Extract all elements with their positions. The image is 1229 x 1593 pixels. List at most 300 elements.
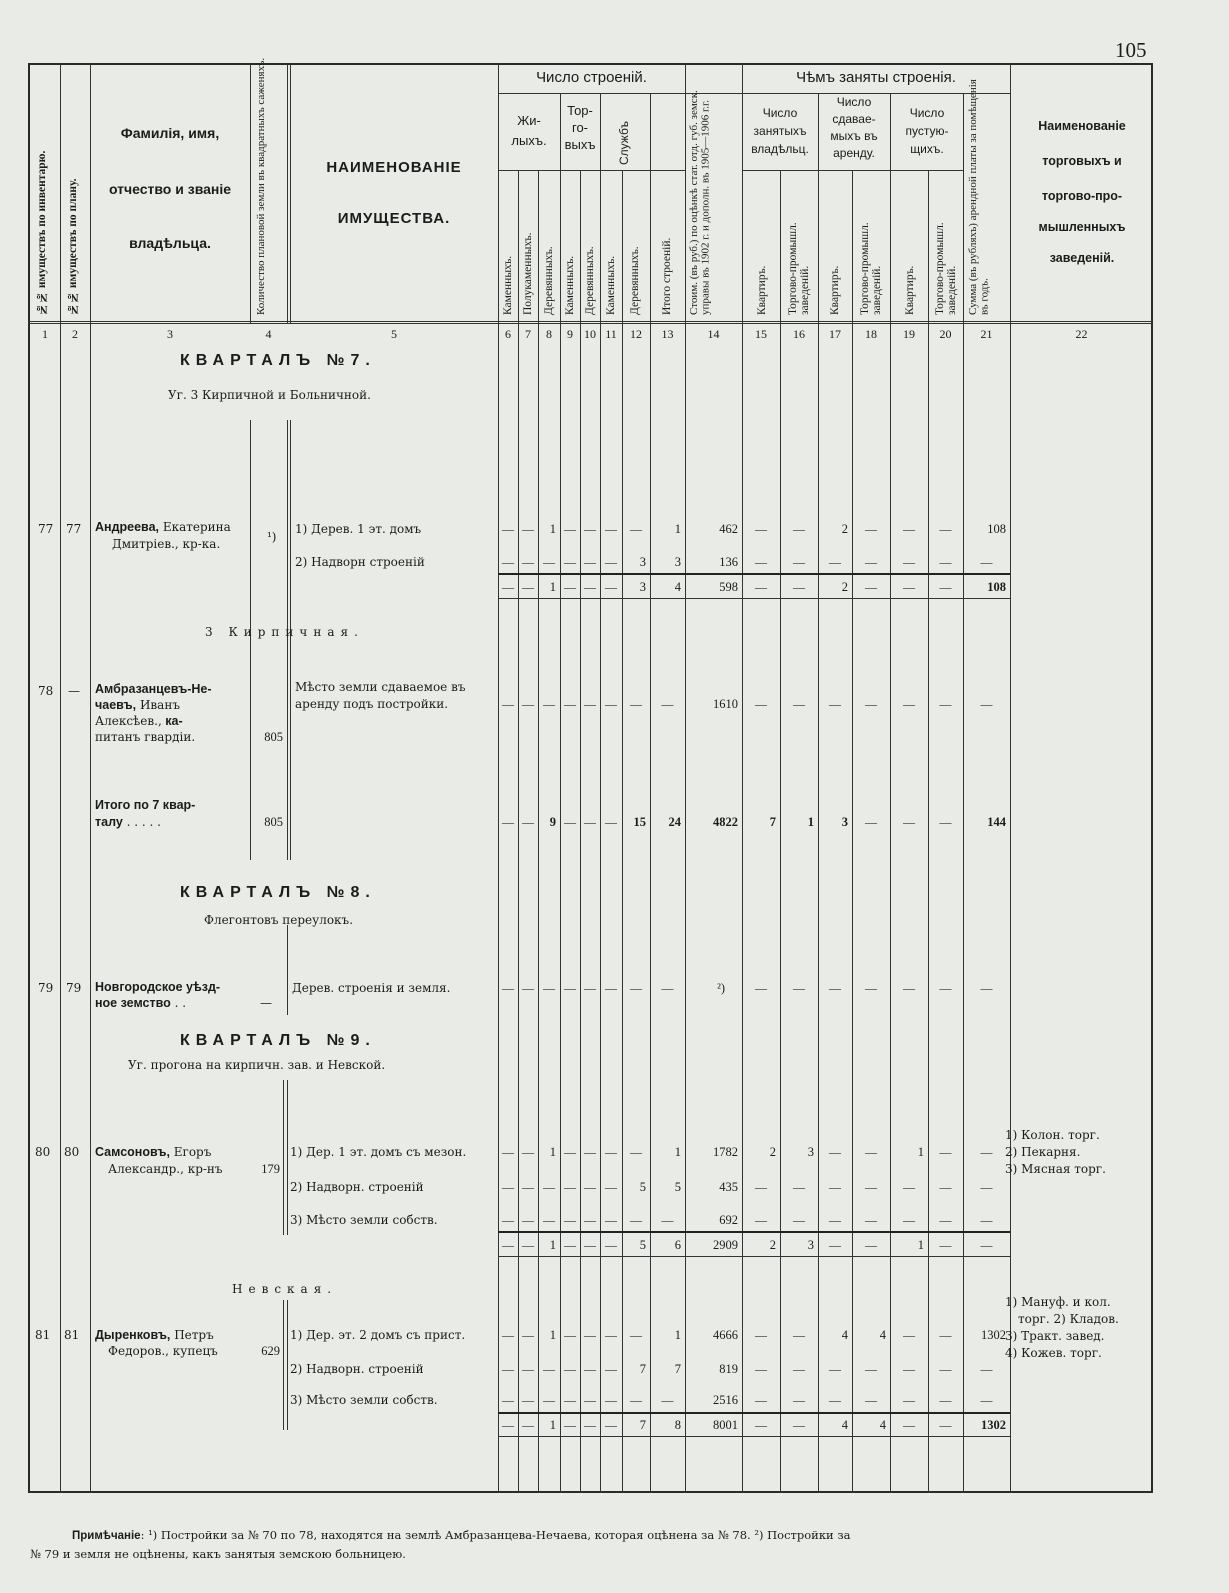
col-number: 20 [939,327,952,341]
inventory-no: 81 [35,1328,51,1342]
col-number: 13 [661,327,674,341]
owner-name: Дыренковъ, Петръ [95,1328,214,1342]
empty-cell-dash: — [502,1362,514,1376]
empty-cell-dash: — [584,1393,596,1407]
header-plan-no: №№ имуществъ по плану. [67,178,79,315]
col-number: 19 [903,327,915,341]
empty-cell-dash: — [605,1362,617,1376]
empty-cell-dash: — [564,981,576,995]
empty-cell-dash: — [605,981,617,995]
empty-cell-dash: — [793,1328,805,1342]
header-trade-3: выхъ [564,137,596,152]
empty-cell-dash: — [522,1145,534,1159]
empty-cell-dash: — [502,981,514,995]
header-c12: Деревянныхъ. [629,246,641,315]
empty-cell-dash: — [605,815,617,829]
empty-cell-dash: — [584,1213,596,1227]
area: 629 [261,1344,280,1358]
empty-cell-dash: — [502,580,514,594]
grid-line [28,323,1153,324]
empty-cell-dash: — [939,1238,952,1252]
empty-cell-dash: — [522,815,534,829]
empty-cell-dash: — [755,1362,767,1376]
grid-line [742,63,743,1493]
col-number: 22 [1075,327,1088,341]
header-c17: Квартиръ. [829,265,841,315]
c13: 8 [674,1418,681,1432]
empty-cell-dash: — [865,1238,877,1252]
c12: 7 [639,1418,646,1432]
footnote-line-2: № 79 и земля не оцѣнены, какъ занятыя земскою больницею. [30,1547,406,1561]
grid-line [60,63,61,1493]
col-number: 11 [605,327,617,341]
empty-cell-dash: — [502,1238,514,1252]
empty-cell-dash: — [584,1328,596,1342]
header-residential-2: лыхъ. [511,133,547,148]
empty-cell-dash: — [661,981,674,995]
header-c8: Деревянныхъ. [543,246,555,315]
owner-name-cont: Александр., кр-нъ [108,1162,223,1176]
grid-line [287,1300,288,1430]
empty-cell-dash: — [939,555,952,569]
empty-cell-dash: — [755,981,767,995]
empty-cell-dash: — [755,522,767,536]
empty-cell-dash: — [584,1238,596,1252]
c12: 3 [639,555,646,569]
header-trade-names-1: Наименованіе [1038,119,1126,133]
plan-no: — [68,684,80,698]
street-heading: 3 Кирпичная. [205,625,364,639]
street-heading: Уг. 3 Кирпичной и Больничной. [168,388,371,402]
c8: 1 [549,1418,556,1432]
owner-name: Самсоновъ, Егоръ [95,1145,212,1159]
empty-cell-dash: — [605,1180,617,1194]
grid-line [580,170,581,1493]
empty-cell-dash: — [903,1180,915,1194]
c14: 462 [719,522,738,536]
empty-cell-dash: — [630,1213,642,1227]
grid-line [780,170,781,1493]
empty-cell-dash: — [605,1213,617,1227]
empty-cell-dash: — [980,981,993,995]
c8: 9 [549,815,556,829]
empty-cell-dash: — [755,580,767,594]
grid-line [287,420,288,860]
owner-name: Амбразанцевъ-Не- [95,682,212,696]
empty-cell-dash: — [793,981,805,995]
c16: 3 [807,1145,814,1159]
area: 805 [264,815,283,829]
c13: 1 [674,1328,681,1342]
empty-cell-dash: — [903,1393,915,1407]
empty-cell-dash: — [980,1362,993,1376]
c14: 136 [719,555,738,569]
empty-cell-dash: — [522,981,534,995]
col-number: 17 [829,327,841,341]
grid-line [518,170,519,1493]
property-item: 2) Надворн строеній [295,555,425,569]
subtotal-rule [498,1231,1010,1233]
empty-cell-dash: — [903,1328,915,1342]
c8: 1 [549,1328,556,1342]
empty-cell-dash: — [584,697,596,711]
empty-cell-dash: — [502,1418,514,1432]
col-number: 16 [793,327,805,341]
empty-cell-dash: — [564,1328,576,1342]
subtotal-rule [498,573,1010,575]
empty-cell-dash: — [630,1393,642,1407]
empty-cell-dash: — [522,580,534,594]
property-item: 2) Надворн. строеній [290,1180,424,1194]
empty-cell-dash: — [755,1418,767,1432]
c12: 5 [639,1180,646,1194]
header-c21: Сумма (въ рубляхъ) арендной платы за помѣщенія въ годъ. [967,79,991,315]
empty-cell-dash: — [502,1145,514,1159]
c14: 2516 [713,1393,738,1407]
empty-cell-dash: — [564,555,576,569]
empty-cell-dash: — [605,697,617,711]
empty-cell-dash: — [829,1145,841,1159]
c14: 8001 [713,1418,738,1432]
empty-cell-dash: — [939,1328,952,1342]
empty-cell-dash: — [903,580,915,594]
owner-name-cont: ное земство . . [95,996,187,1010]
empty-cell-dash: — [543,697,555,711]
grid-line [1010,63,1011,1493]
c14: ²) [717,981,725,995]
grid-line [498,63,499,1493]
trade-name: 4) Кожев. торг. [1005,1346,1102,1360]
empty-cell-dash: — [865,815,877,829]
c13: 24 [668,815,681,829]
page-number: 105 [1115,38,1147,62]
empty-cell-dash: — [502,522,514,536]
header-c10: Деревянныхъ. [584,246,596,315]
col-number: 6 [505,327,511,341]
header-owner-1: Фамилія, имя, [120,125,220,141]
c15: 2 [769,1238,776,1252]
empty-cell-dash: — [543,981,555,995]
grid-line [287,63,288,323]
col-number: 10 [584,327,596,341]
c12: 5 [639,1238,646,1252]
grid-line [498,598,1010,599]
empty-cell-dash: — [564,815,576,829]
c16: 1 [807,815,814,829]
c17: 3 [841,815,848,829]
empty-cell-dash: — [865,522,877,536]
grid-line [622,170,623,1493]
empty-cell-dash: — [502,1213,514,1227]
empty-cell-dash: — [605,1238,617,1252]
c13: 3 [674,555,681,569]
empty-cell-dash: — [793,555,805,569]
header-inventory-no: №№ имуществъ по инвентарю. [36,150,48,315]
header-trade-names-3: торгово-про- [1041,189,1123,203]
grid-line [287,925,288,1015]
header-owner-2: отчество и званіе [108,181,232,197]
grid-line [90,63,91,1493]
empty-cell-dash: — [939,697,952,711]
empty-cell-dash: — [865,1362,877,1376]
c8: 1 [549,522,556,536]
empty-cell-dash: — [939,1393,952,1407]
empty-cell-dash: — [502,697,514,711]
empty-cell-dash: — [564,522,576,536]
area: 805 [264,730,283,744]
total-label-cont: талу . . . . . [95,815,161,829]
empty-cell-dash: — [793,580,805,594]
empty-cell-dash: — [793,1362,805,1376]
empty-cell-dash: — [755,1213,767,1227]
col-number: 1 [42,327,48,341]
c14: 819 [719,1362,738,1376]
trade-name: торг. 2) Кладов. [1018,1312,1119,1326]
owner-name-cont: чаевъ, Иванъ [95,698,180,712]
empty-cell-dash: — [564,1393,576,1407]
trade-name: 2) Пекарня. [1005,1145,1081,1159]
empty-cell-dash: — [865,1213,877,1227]
empty-cell-dash: — [584,522,596,536]
street-heading: Невская. [232,1282,338,1296]
owner-name-cont: Алексѣев., ка- [95,714,183,728]
owner-name-cont: Дмитріев., кр-ка. [112,537,221,551]
header-empty-1: Число [909,106,945,120]
c21: 108 [987,580,1006,594]
header-owner-occ-1: Число [762,106,798,120]
empty-cell-dash: — [865,697,877,711]
header-c7: Полукаменныхъ. [522,232,534,315]
inventory-no: 79 [38,981,54,995]
empty-cell-dash: — [980,1213,993,1227]
c17: 2 [841,522,848,536]
c8: 1 [549,580,556,594]
header-trade-1: Тор- [567,103,593,118]
empty-cell-dash: — [980,697,993,711]
grid-line [498,170,685,171]
empty-cell-dash: — [980,1238,993,1252]
empty-cell-dash: — [522,697,534,711]
empty-cell-dash: — [564,1180,576,1194]
empty-cell-dash: — [829,1393,841,1407]
header-c11: Каменныхъ. [605,255,617,315]
empty-cell-dash: — [630,522,642,536]
empty-cell-dash: — [829,1362,841,1376]
c21: 144 [987,815,1006,829]
header-c15: Квартиръ. [756,265,768,315]
plan-no: 80 [64,1145,80,1159]
grid-line [498,1436,1010,1437]
c14: 4822 [713,815,738,829]
empty-cell-dash: — [939,1362,952,1376]
empty-cell-dash: — [939,815,952,829]
empty-cell-dash: — [793,522,805,536]
property-item: Мѣсто земли сдаваемое въ [295,680,466,694]
c13: 6 [674,1238,681,1252]
plan-no: 81 [64,1328,80,1342]
empty-cell-dash: — [829,1213,841,1227]
empty-cell-dash: — [522,1328,534,1342]
header-trade-2: го- [571,120,588,135]
c12: 15 [633,815,646,829]
inventory-no: 77 [38,522,54,536]
grid-line [560,93,561,1493]
header-owner-occ-3: владѣльц. [751,142,809,156]
owner-name: Новгородское уѣзд- [95,980,221,994]
empty-cell-dash: — [605,1145,617,1159]
street-heading: Флегонтовъ переулокъ. [204,913,354,927]
empty-cell-dash: — [793,1213,805,1227]
grid-line [28,321,1153,322]
property-item: 3) Мѣсто земли собств. [290,1393,438,1407]
trade-name: 3) Тракт. завед. [1005,1329,1105,1343]
empty-cell-dash: — [543,555,555,569]
empty-cell-dash: — [980,1145,993,1159]
header-c16: Торгово-промышл. заведеній. [787,222,811,315]
col-number: 7 [525,327,531,341]
empty-cell-dash: — [522,1418,534,1432]
grid-line [290,63,291,323]
header-owner-3: владѣльца. [129,235,211,251]
c15: 2 [769,1145,776,1159]
empty-cell-dash: — [939,1418,952,1432]
c21: 1302 [981,1418,1006,1432]
empty-cell-dash: — [903,1362,915,1376]
c13: 7 [674,1362,681,1376]
empty-cell-dash: — [584,555,596,569]
empty-cell-dash: — [755,555,767,569]
empty-cell-dash: — [522,555,534,569]
empty-cell-dash: — [865,1180,877,1194]
grid-line [283,1300,284,1430]
col-number: 14 [707,327,720,341]
col-number: 5 [391,327,397,341]
trade-name: 1) Мануф. и кол. [1005,1295,1111,1309]
empty-cell-dash: — [865,1145,877,1159]
empty-cell-dash: — [980,555,993,569]
empty-cell-dash: — [903,555,915,569]
grid-line [818,93,819,1493]
empty-cell-dash: — [564,1213,576,1227]
col-number: 3 [167,327,173,341]
col-number: 21 [980,327,993,341]
empty-cell-dash: — [661,1213,674,1227]
c17: 2 [841,580,848,594]
empty-cell-dash: — [903,1213,915,1227]
empty-cell-dash: — [630,697,642,711]
c14: 1782 [713,1145,738,1159]
empty-cell-dash: — [793,697,805,711]
property-item: 1) Дер. эт. 2 домъ съ прист. [290,1328,466,1342]
empty-cell-dash: — [522,1238,534,1252]
empty-cell-dash: — [793,1393,805,1407]
empty-cell-dash: — [564,580,576,594]
header-property-2: ИМУЩЕСТВА. [337,210,451,227]
subtotal-rule [498,1412,1010,1414]
property-item: 2) Надворн. строеній [290,1362,424,1376]
header-c9: Каменныхъ. [564,255,576,315]
grid-line [283,1080,284,1235]
grid-line [287,1080,288,1235]
col-number: 8 [546,327,552,341]
property-item: 1) Дер. 1 эт. домъ съ мезон. [290,1145,467,1159]
header-c14: Стоим. (въ руб.) по оцѣнкѣ стат. отд. губ. земск. управы въ 1902 г. и дополн. въ 1905—1906 г.г. [688,90,712,315]
empty-cell-dash: — [522,1393,534,1407]
area: ¹) [267,530,277,544]
empty-cell-dash: — [980,1180,993,1194]
property-item: аренду подъ постройки. [295,697,449,711]
header-c13: Итого строеній. [661,237,673,315]
empty-cell-dash: — [584,1145,596,1159]
empty-cell-dash: — [522,1213,534,1227]
c14: 692 [719,1213,738,1227]
col-number: 2 [72,327,78,341]
c14: 4666 [713,1328,738,1342]
empty-cell-dash: — [755,1180,767,1194]
c16: 3 [807,1238,814,1252]
header-empty-3: щихъ. [910,142,944,156]
header-service: Службъ [617,121,631,165]
c13: 1 [674,1145,681,1159]
grid-line [742,170,963,171]
c14: 1610 [713,697,738,711]
empty-cell-dash: — [564,1238,576,1252]
empty-cell-dash: — [543,1213,555,1227]
empty-cell-dash: — [939,1180,952,1194]
empty-cell-dash: — [661,697,674,711]
col-number: 9 [567,327,573,341]
grid-line [250,420,251,860]
c18: 4 [879,1328,886,1342]
empty-cell-dash: — [829,555,841,569]
c17: 4 [841,1418,848,1432]
trade-name: 1) Колон. торг. [1005,1128,1100,1142]
section-title-quarter-8: КВАРТАЛЪ №8. [180,884,376,901]
header-trade-names-4: мышленныхъ [1038,220,1126,234]
empty-cell-dash: — [903,522,915,536]
empty-cell-dash: — [543,1393,555,1407]
empty-cell-dash: — [584,981,596,995]
empty-cell-dash: — [605,555,617,569]
header-rented-4: аренду. [833,146,875,160]
empty-cell-dash: — [903,815,915,829]
header-rented-2: сдавае- [832,112,876,126]
header-occupied-by: Чѣмъ заняты строенія. [796,69,956,86]
empty-cell-dash: — [829,697,841,711]
grid-line [250,63,251,323]
empty-cell-dash: — [605,1393,617,1407]
empty-cell-dash: — [865,1393,877,1407]
empty-cell-dash: — [522,1362,534,1376]
area: — [260,996,272,1010]
empty-cell-dash: — [939,981,952,995]
grid-line [498,1256,1010,1257]
grid-line [963,93,964,1493]
section-title-quarter-9: КВАРТАЛЪ №9. [180,1032,376,1049]
empty-cell-dash: — [584,580,596,594]
area: 179 [261,1162,280,1176]
property-item: 1) Дерев. 1 эт. домъ [295,522,422,536]
header-trade-names-5: заведеній. [1049,251,1115,265]
c19: 1 [917,1238,924,1252]
empty-cell-dash: — [605,1328,617,1342]
empty-cell-dash: — [522,1180,534,1194]
empty-cell-dash: — [584,1180,596,1194]
empty-cell-dash: — [605,1418,617,1432]
c21: 1302 [981,1328,1006,1342]
empty-cell-dash: — [939,1213,952,1227]
empty-cell-dash: — [939,1145,952,1159]
